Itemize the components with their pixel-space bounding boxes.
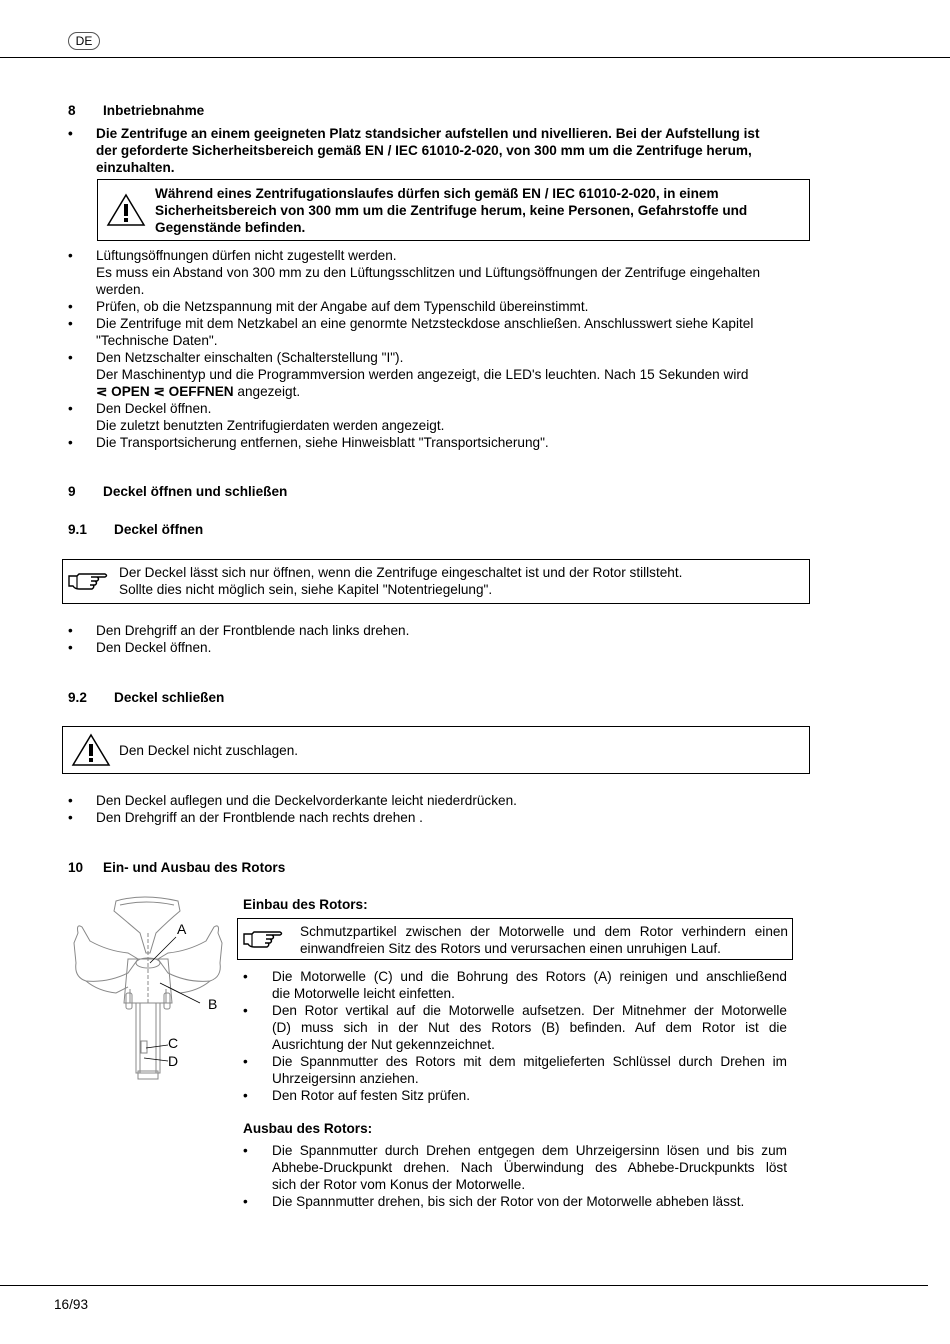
bullet: • bbox=[243, 1194, 248, 1209]
text-line: Der Maschinentyp und die Programmversion werden angezeigt, die LED's leuchten. Nach 15 Sekunden wird bbox=[96, 367, 749, 382]
text-line: Die Spannmutter drehen, bis sich der Rotor von der Motorwelle abheben lässt. bbox=[272, 1194, 745, 1209]
section-title: Deckel öffnen bbox=[114, 522, 204, 537]
text-line: Die Motorwelle (C) und die Bohrung des Rotors (A) reinigen und anschließend bbox=[272, 969, 787, 984]
subheading-einbau: Einbau des Rotors: bbox=[243, 897, 368, 912]
text-line: Sollte dies nicht möglich sein, siehe Kapitel "Notentriegelung". bbox=[119, 582, 493, 597]
text-line: sich der Rotor vom Konus der Motorwelle. bbox=[272, 1177, 526, 1192]
bullet: • bbox=[68, 623, 73, 638]
text-line: Die Spannmutter des Rotors mit dem mitgelieferten Schlüssel durch Drehen im bbox=[272, 1054, 787, 1069]
warning-triangle-icon bbox=[71, 733, 111, 767]
section-number: 9.2 bbox=[68, 690, 87, 705]
text-line: Während eines Zentrifugationslaufes dürfen sich gemäß EN / IEC 61010-2-020, in einem bbox=[155, 186, 719, 201]
text-line: Abhebe-Druckpunkt drehen. Nach Überwindung des Abhebe-Druckpunkts löst bbox=[272, 1160, 787, 1175]
pointing-hand-icon bbox=[67, 570, 109, 592]
bullet: • bbox=[68, 810, 73, 825]
text-line: Den Deckel nicht zuschlagen. bbox=[119, 743, 299, 758]
lock-symbol-icon: ⋜ bbox=[153, 384, 165, 399]
text-line: Der Deckel lässt sich nur öffnen, wenn die Zentrifuge eingeschaltet ist und der Rotor stillsteht. bbox=[119, 565, 683, 580]
bullet: • bbox=[243, 969, 248, 984]
section-number: 9 bbox=[68, 484, 76, 499]
label-d: D bbox=[168, 1053, 179, 1069]
text-line: (D) muss sich in der Nut des Rotors (B) befinden. Auf dem Rotor ist die bbox=[272, 1020, 787, 1035]
bullet: • bbox=[68, 401, 73, 416]
lock-symbol-icon: ⋜ bbox=[96, 384, 108, 399]
section-9-2-heading bbox=[68, 689, 225, 706]
text-line: der geforderte Sicherheitsbereich gemäß EN / IEC 61010-2-020, von 300 mm um die Zentrifuge herum, bbox=[96, 143, 752, 158]
section-number: 9.1 bbox=[68, 522, 87, 537]
text-line: Die Spannmutter durch Drehen entgegen dem Uhrzeigersinn lösen und bis zum bbox=[272, 1143, 787, 1158]
section-8-heading bbox=[68, 102, 205, 119]
text-line: "Technische Daten". bbox=[96, 333, 218, 348]
text-line: Lüftungsöffnungen dürfen nicht zugestellt werden. bbox=[96, 248, 397, 263]
display-oeffnen: OEFFNEN bbox=[168, 384, 234, 399]
header-rule bbox=[0, 57, 950, 58]
text-line: einzuhalten. bbox=[96, 160, 175, 175]
section-number: 8 bbox=[68, 103, 76, 118]
warning-box bbox=[62, 726, 810, 774]
section-9-1-heading bbox=[68, 521, 204, 538]
bullet: • bbox=[68, 316, 73, 331]
text-line: Die zuletzt benutzten Zentrifugierdaten werden angezeigt. bbox=[96, 418, 445, 433]
label-c: C bbox=[168, 1035, 179, 1051]
text-line: Den Rotor auf festen Sitz prüfen. bbox=[272, 1088, 470, 1103]
note-box bbox=[62, 559, 810, 604]
bullet: • bbox=[68, 299, 73, 314]
bullet: • bbox=[243, 1003, 248, 1018]
warning-triangle-icon bbox=[106, 193, 146, 227]
footer-rule bbox=[0, 1285, 928, 1286]
bullet: • bbox=[68, 640, 73, 655]
bullet: • bbox=[243, 1054, 248, 1069]
label-a: A bbox=[177, 921, 187, 937]
section-9-heading bbox=[68, 483, 288, 500]
section-title: Ein- und Ausbau des Rotors bbox=[103, 860, 286, 875]
bullet: • bbox=[68, 248, 73, 263]
text-line: Den Deckel öffnen. bbox=[96, 640, 212, 655]
text-line: Sicherheitsbereich von 300 mm um die Zentrifuge herum, keine Personen, Gefahrstoffe und bbox=[155, 203, 748, 218]
label-b: B bbox=[208, 996, 218, 1012]
bullet: • bbox=[243, 1088, 248, 1103]
text-line: Es muss ein Abstand von 300 mm zu den Lüftungsschlitzen und Lüftungsöffnungen der Zentrifuge eingehalten bbox=[96, 265, 761, 280]
text-fragment: angezeigt. bbox=[237, 384, 301, 399]
text-line: Ausrichtung der Nut gekennzeichnet. bbox=[272, 1037, 495, 1052]
bullet: • bbox=[68, 126, 73, 141]
text-line bbox=[96, 383, 808, 400]
section-title: Inbetriebnahme bbox=[103, 103, 205, 118]
section-10-heading bbox=[68, 859, 286, 876]
text-line: Prüfen, ob die Netzspannung mit der Angabe auf dem Typenschild übereinstimmt. bbox=[96, 299, 589, 314]
text-line: Uhrzeigersinn anziehen. bbox=[272, 1071, 419, 1086]
text-line: Den Drehgriff an der Frontblende nach rechts drehen . bbox=[96, 810, 423, 825]
bullet: • bbox=[243, 1143, 248, 1158]
text-line: Gegenstände befinden. bbox=[155, 220, 306, 235]
bullet: • bbox=[68, 350, 73, 365]
section-number: 10 bbox=[68, 860, 84, 875]
text-line: werden. bbox=[96, 282, 145, 297]
text-line: Schmutzpartikel zwischen der Motorwelle und dem Rotor verhindern einen bbox=[300, 924, 788, 939]
text-line: Den Deckel öffnen. bbox=[96, 401, 212, 416]
warning-box bbox=[97, 179, 810, 241]
text-line: einwandfreien Sitz des Rotors und verursachen einen unruhigen Lauf. bbox=[300, 941, 721, 956]
text-line: Die Transportsicherung entfernen, siehe Hinweisblatt "Transportsicherung". bbox=[96, 435, 549, 450]
display-open: OPEN bbox=[111, 384, 150, 399]
text-line: Den Drehgriff an der Frontblende nach links drehen. bbox=[96, 623, 410, 638]
note-box bbox=[237, 918, 793, 960]
page-number: 16/93 bbox=[54, 1297, 89, 1312]
section-title: Deckel schließen bbox=[114, 690, 225, 705]
language-badge: DE bbox=[68, 32, 100, 50]
rotor-illustration bbox=[68, 893, 228, 1085]
bullet: • bbox=[68, 435, 73, 450]
text-line: die Motorwelle leicht einfetten. bbox=[272, 986, 455, 1001]
bullet: • bbox=[68, 793, 73, 808]
section-title: Deckel öffnen und schließen bbox=[103, 484, 288, 499]
subheading-ausbau: Ausbau des Rotors: bbox=[243, 1121, 373, 1136]
text-line: Den Netzschalter einschalten (Schalterstellung "I"). bbox=[96, 350, 404, 365]
text-line: Die Zentrifuge mit dem Netzkabel an eine genormte Netzsteckdose anschließen. Anschlusswert siehe Kapitel bbox=[96, 316, 754, 331]
text-line: Den Deckel auflegen und die Deckelvorderkante leicht niederdrücken. bbox=[96, 793, 517, 808]
text-line: Die Zentrifuge an einem geeigneten Platz standsicher aufstellen und nivellieren. Bei der Aufstellung ist bbox=[96, 126, 760, 141]
pointing-hand-icon bbox=[242, 928, 284, 950]
text-line: Den Rotor vertikal auf die Motorwelle aufsetzen. Der Mitnehmer der Motorwelle bbox=[272, 1003, 787, 1018]
